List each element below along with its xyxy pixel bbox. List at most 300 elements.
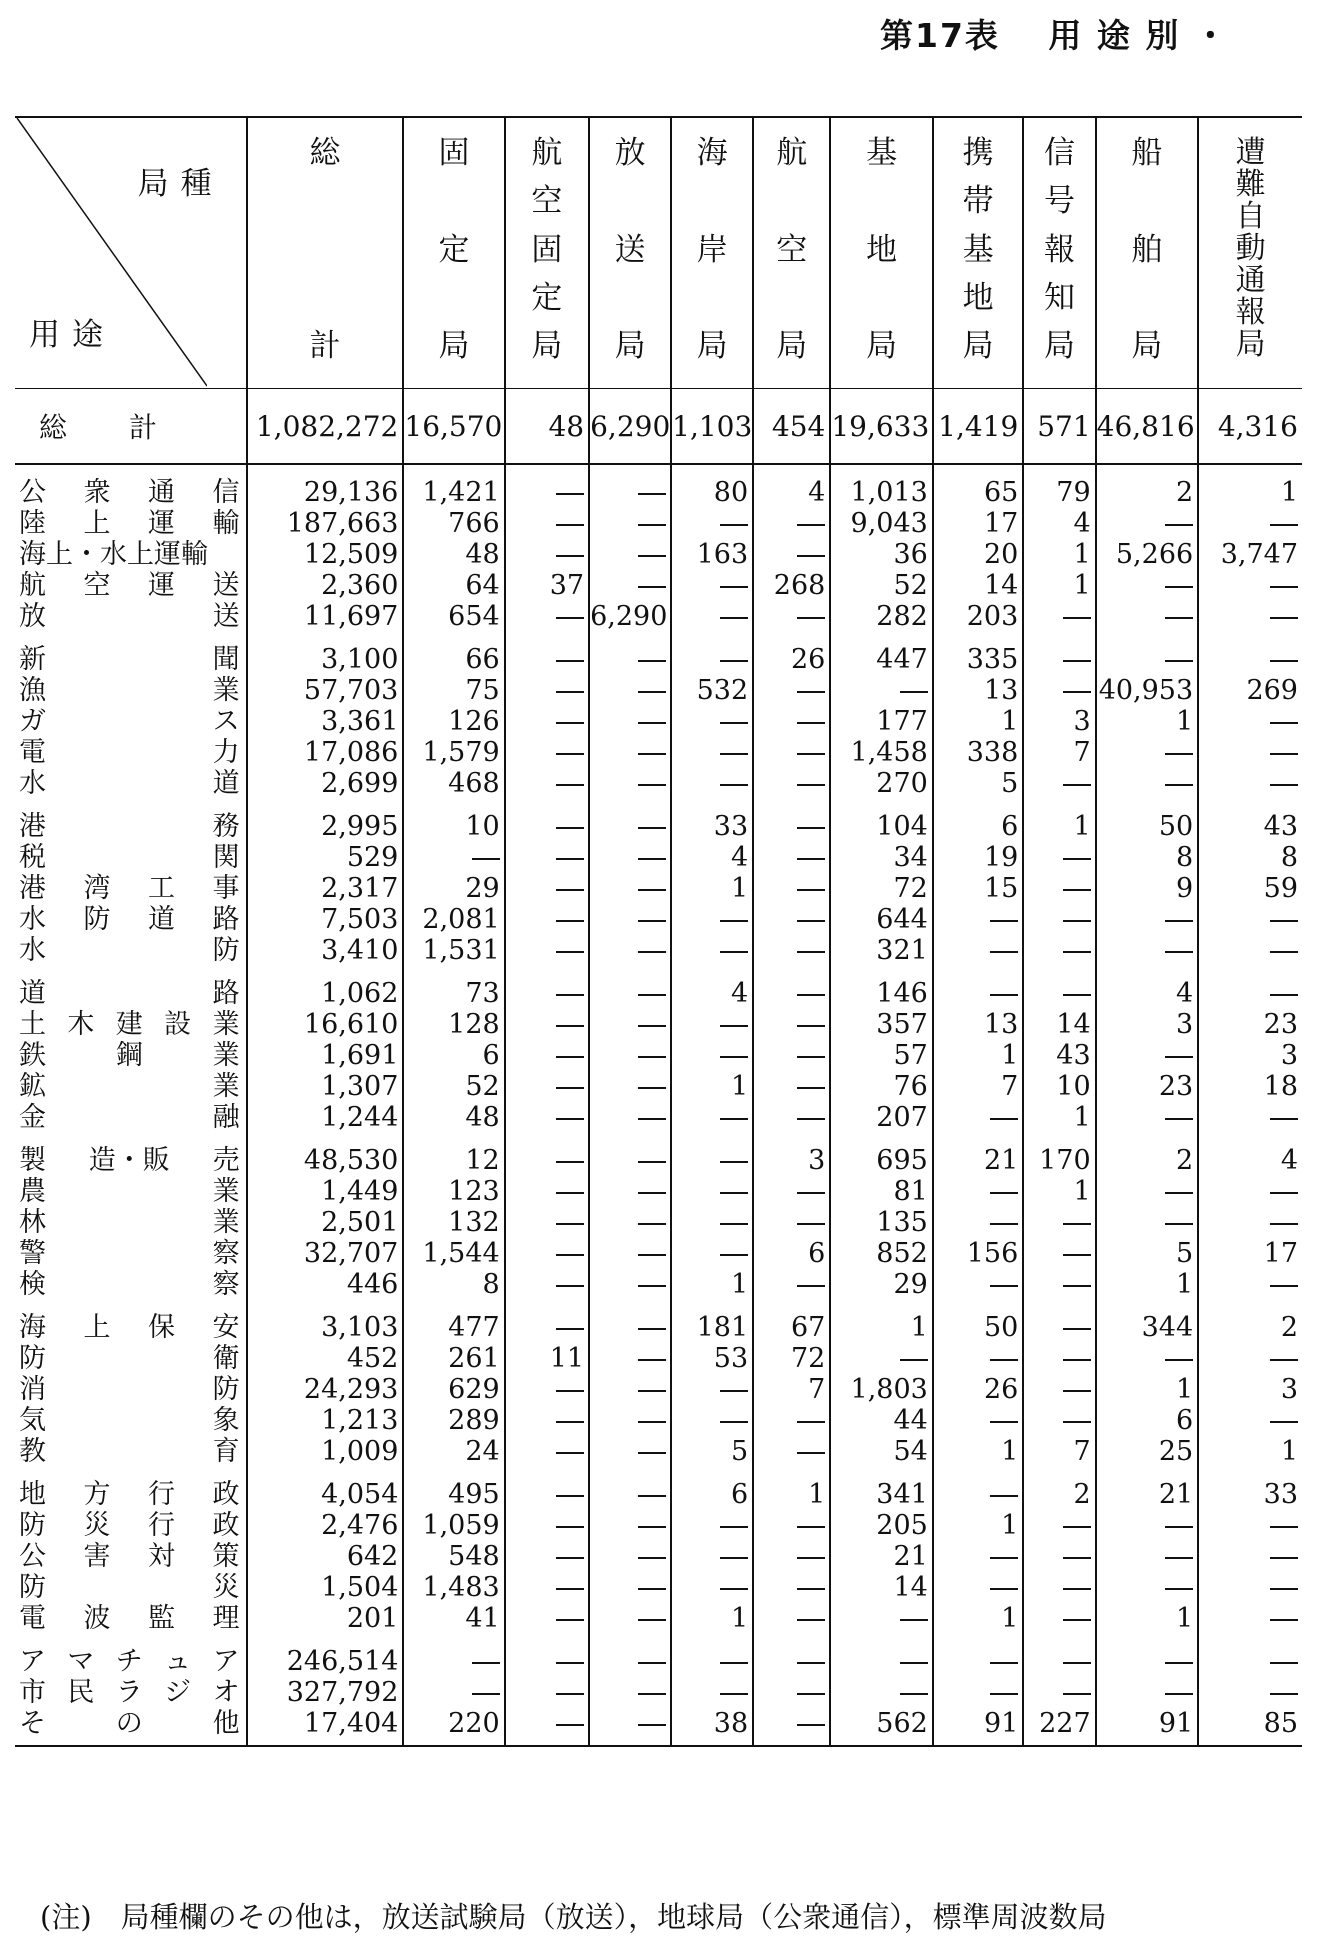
row-label bbox=[15, 1634, 247, 1677]
cell-value: 1,419 bbox=[938, 409, 1019, 443]
cell-value: 270 bbox=[876, 768, 928, 799]
table-cell bbox=[1198, 675, 1302, 706]
table-cell bbox=[671, 1541, 753, 1572]
row-label-char: 政 bbox=[212, 1479, 240, 1510]
table-cell bbox=[933, 1541, 1023, 1572]
table-cell bbox=[830, 1009, 933, 1040]
table-cell bbox=[1198, 873, 1302, 904]
table-cell bbox=[1198, 632, 1302, 675]
table-cell bbox=[830, 570, 933, 601]
table-cell bbox=[1198, 1300, 1302, 1343]
cell-value: 7,503 bbox=[321, 904, 399, 935]
cell-value: 629 bbox=[448, 1374, 500, 1405]
table-cell bbox=[1096, 675, 1199, 706]
table-cell bbox=[247, 1634, 404, 1677]
table-cell bbox=[1198, 570, 1302, 601]
dash-mark bbox=[797, 1285, 825, 1287]
cell-value: 2,699 bbox=[321, 768, 399, 799]
table-cell bbox=[589, 1467, 671, 1510]
table-row bbox=[15, 799, 1302, 842]
cell-value: 2 bbox=[1175, 477, 1194, 508]
cell-value: 3 bbox=[1280, 1374, 1298, 1405]
cell-value: 4 bbox=[730, 978, 749, 1009]
table-cell bbox=[753, 389, 830, 465]
dash-mark bbox=[1063, 920, 1091, 922]
table-cell bbox=[933, 1436, 1023, 1467]
row-label-char: 輸 bbox=[212, 508, 240, 539]
cell-value: 477 bbox=[448, 1312, 500, 1343]
cell-value: 205 bbox=[876, 1510, 928, 1541]
table-cell bbox=[1096, 1176, 1199, 1207]
row-label-char: 衆 bbox=[83, 477, 111, 508]
column-header bbox=[1096, 117, 1199, 389]
row-label bbox=[15, 570, 247, 601]
table-row bbox=[15, 768, 1302, 799]
table-cell bbox=[589, 873, 671, 904]
row-label-char: 建 bbox=[115, 1009, 143, 1040]
header-row bbox=[15, 117, 1302, 389]
table-cell bbox=[671, 1102, 753, 1133]
dash-mark bbox=[556, 1724, 584, 1726]
row-label bbox=[15, 842, 247, 873]
cell-value: 1,458 bbox=[850, 737, 928, 768]
row-label-char: 税 bbox=[19, 842, 46, 873]
table-cell bbox=[933, 1708, 1023, 1746]
cell-value: 1,449 bbox=[321, 1176, 399, 1207]
dash-mark bbox=[990, 1223, 1018, 1225]
table-cell bbox=[671, 1040, 753, 1071]
cell-value: 4 bbox=[730, 842, 749, 873]
table-cell bbox=[505, 1176, 589, 1207]
row-label-char: ア bbox=[19, 1646, 46, 1677]
table-cell bbox=[753, 1009, 830, 1040]
cell-value: 52 bbox=[893, 570, 928, 601]
column-header-char: 送 bbox=[614, 231, 646, 268]
dash-mark bbox=[900, 1693, 928, 1695]
cell-value: 344 bbox=[1141, 1312, 1194, 1343]
table-cell bbox=[403, 1405, 504, 1436]
column-header bbox=[403, 117, 504, 389]
row-label-char: 関 bbox=[212, 842, 240, 873]
table-cell bbox=[830, 1207, 933, 1238]
row-label-char: 農 bbox=[19, 1176, 46, 1207]
cell-value: 21 bbox=[1158, 1479, 1194, 1510]
column-header bbox=[671, 117, 753, 389]
table-cell bbox=[1198, 1071, 1302, 1102]
cell-value: 48 bbox=[465, 539, 500, 570]
table-cell bbox=[247, 632, 404, 675]
dash-mark bbox=[638, 1390, 666, 1392]
row-label-char: 電 bbox=[19, 737, 46, 768]
table-cell bbox=[1096, 799, 1199, 842]
cell-value: 571 bbox=[1037, 409, 1091, 443]
table-cell bbox=[753, 1238, 830, 1269]
table-cell bbox=[505, 737, 589, 768]
table-cell bbox=[933, 632, 1023, 675]
row-label-char: 電 bbox=[19, 1603, 46, 1634]
cell-value: 91 bbox=[1158, 1708, 1194, 1739]
dash-mark bbox=[720, 1557, 748, 1559]
cell-value: 25 bbox=[1158, 1436, 1194, 1467]
table-cell bbox=[403, 737, 504, 768]
table-cell bbox=[933, 1603, 1023, 1634]
table-cell bbox=[753, 1102, 830, 1133]
row-label bbox=[15, 737, 247, 768]
cell-value: 72 bbox=[790, 1343, 826, 1374]
table-cell bbox=[1198, 1374, 1302, 1405]
cell-value: 1,307 bbox=[321, 1071, 399, 1102]
column-header-char: 知 bbox=[1043, 279, 1075, 316]
cell-value: 59 bbox=[1263, 873, 1298, 904]
dash-mark bbox=[556, 889, 584, 891]
table-cell bbox=[505, 1436, 589, 1467]
table-cell bbox=[830, 1572, 933, 1603]
table-cell bbox=[1096, 1541, 1199, 1572]
dash-mark bbox=[1063, 858, 1091, 860]
table-cell bbox=[1096, 1071, 1199, 1102]
cell-value: 52 bbox=[465, 1071, 500, 1102]
cell-value: 1,504 bbox=[321, 1572, 399, 1603]
table-cell bbox=[403, 675, 504, 706]
row-label-char: 監 bbox=[148, 1603, 176, 1634]
row-label-char: 送 bbox=[212, 570, 240, 601]
dash-mark bbox=[797, 1557, 825, 1559]
table-cell bbox=[753, 1133, 830, 1176]
cell-value: 18 bbox=[1263, 1071, 1298, 1102]
table-cell bbox=[830, 737, 933, 768]
dash-mark bbox=[900, 691, 928, 693]
cell-value: 66 bbox=[465, 644, 500, 675]
table-row bbox=[15, 873, 1302, 904]
dash-mark bbox=[1165, 1056, 1193, 1058]
table-cell bbox=[505, 873, 589, 904]
table-cell bbox=[1096, 737, 1199, 768]
table-cell bbox=[589, 1374, 671, 1405]
column-header-char: 局 bbox=[962, 328, 994, 364]
dash-mark bbox=[720, 617, 748, 619]
table-cell bbox=[753, 1207, 830, 1238]
cell-value: 80 bbox=[713, 477, 749, 508]
table-cell bbox=[933, 1071, 1023, 1102]
dash-mark bbox=[720, 660, 748, 662]
table-cell bbox=[671, 1300, 753, 1343]
dash-mark bbox=[1165, 1118, 1193, 1120]
table-cell bbox=[1096, 508, 1199, 539]
row-label bbox=[15, 477, 247, 508]
row-label-char: そ bbox=[19, 1708, 46, 1739]
table-cell bbox=[1023, 477, 1095, 508]
dash-mark bbox=[1270, 1285, 1298, 1287]
dash-mark bbox=[638, 951, 666, 953]
cell-value: 357 bbox=[876, 1009, 928, 1040]
row-label-char: 事 bbox=[212, 873, 240, 904]
dash-mark bbox=[1270, 951, 1298, 953]
cell-value: 29 bbox=[893, 1269, 928, 1300]
dash-mark bbox=[638, 889, 666, 891]
cell-value: 50 bbox=[983, 1312, 1019, 1343]
table-cell bbox=[671, 675, 753, 706]
column-header-char: 局 bbox=[531, 328, 563, 364]
dash-mark bbox=[797, 951, 825, 953]
dash-mark bbox=[720, 524, 748, 526]
table-cell bbox=[505, 1708, 589, 1746]
dash-mark bbox=[900, 1359, 928, 1361]
cell-value: 1,059 bbox=[422, 1510, 500, 1541]
table-cell bbox=[830, 1300, 933, 1343]
column-header-char: 海 bbox=[696, 135, 728, 171]
cell-value: 852 bbox=[876, 1238, 928, 1269]
table-cell bbox=[671, 706, 753, 737]
dash-mark bbox=[797, 617, 825, 619]
dash-mark bbox=[638, 493, 666, 495]
table-cell bbox=[753, 508, 830, 539]
table-cell bbox=[1023, 1269, 1095, 1300]
column-header-char: 地 bbox=[962, 279, 994, 316]
table-cell bbox=[505, 1405, 589, 1436]
dash-mark bbox=[556, 1619, 584, 1621]
table-cell bbox=[1198, 706, 1302, 737]
dash-mark bbox=[472, 1662, 500, 1664]
table-cell bbox=[933, 1176, 1023, 1207]
table-cell bbox=[933, 799, 1023, 842]
column-header bbox=[247, 117, 404, 389]
column-header-char: 局 bbox=[438, 328, 470, 364]
cell-value: 75 bbox=[465, 675, 500, 706]
row-label-char: 警 bbox=[19, 1238, 46, 1269]
table-cell bbox=[1023, 1467, 1095, 1510]
cell-value: 36 bbox=[893, 539, 928, 570]
table-cell bbox=[403, 1269, 504, 1300]
row-label-char: チ bbox=[115, 1646, 143, 1677]
column-header-char: 局 bbox=[614, 328, 646, 364]
dash-mark bbox=[797, 784, 825, 786]
table-row bbox=[15, 706, 1302, 737]
table-row bbox=[15, 1541, 1302, 1572]
table-cell bbox=[247, 1708, 404, 1746]
cell-value: 85 bbox=[1263, 1708, 1298, 1739]
table-cell bbox=[247, 389, 404, 465]
cell-value: 2,317 bbox=[321, 873, 399, 904]
table-cell bbox=[1198, 1572, 1302, 1603]
table-cell bbox=[403, 1634, 504, 1677]
row-label-char: 防 bbox=[19, 1510, 46, 1541]
table-cell bbox=[753, 1677, 830, 1708]
dash-mark bbox=[1063, 1693, 1091, 1695]
table-row bbox=[15, 1572, 1302, 1603]
table-cell bbox=[671, 1071, 753, 1102]
table-cell bbox=[933, 1009, 1023, 1040]
table-cell bbox=[403, 632, 504, 675]
table-cell bbox=[1198, 768, 1302, 799]
row-label bbox=[15, 1603, 247, 1634]
table-cell bbox=[753, 632, 830, 675]
column-header-char: 号 bbox=[1043, 183, 1075, 220]
table-cell bbox=[247, 1343, 404, 1374]
cell-value: 41 bbox=[465, 1603, 500, 1634]
cell-value: 11 bbox=[549, 1343, 585, 1374]
dash-mark bbox=[797, 1421, 825, 1423]
row-label-char: 林 bbox=[19, 1207, 46, 1238]
dash-mark bbox=[638, 920, 666, 922]
cell-value: 1,009 bbox=[321, 1436, 399, 1467]
cell-value: 24 bbox=[465, 1436, 500, 1467]
row-label-char: 業 bbox=[212, 1040, 240, 1071]
table-cell bbox=[589, 1634, 671, 1677]
row-label-char: 公 bbox=[19, 1541, 46, 1572]
dash-mark bbox=[1270, 617, 1298, 619]
column-header-char: 放 bbox=[614, 135, 646, 171]
table-cell bbox=[1023, 768, 1095, 799]
table-cell bbox=[589, 1343, 671, 1374]
table-cell bbox=[1023, 601, 1095, 632]
row-label bbox=[15, 1374, 247, 1405]
table-row bbox=[15, 1677, 1302, 1708]
dash-mark bbox=[472, 1693, 500, 1695]
dash-mark bbox=[1270, 994, 1298, 996]
dash-mark bbox=[1165, 1557, 1193, 1559]
table-cell bbox=[403, 477, 504, 508]
table-cell bbox=[1096, 1102, 1199, 1133]
dash-mark bbox=[638, 555, 666, 557]
table-cell bbox=[933, 1405, 1023, 1436]
table-cell bbox=[505, 935, 589, 966]
cell-value: 14 bbox=[1056, 1009, 1091, 1040]
table-cell bbox=[1198, 1603, 1302, 1634]
cell-value: 220 bbox=[448, 1708, 500, 1739]
table-cell bbox=[671, 904, 753, 935]
dash-mark bbox=[556, 524, 584, 526]
row-label-char: 鉱 bbox=[19, 1071, 46, 1102]
dash-mark bbox=[797, 920, 825, 922]
table-cell bbox=[589, 1238, 671, 1269]
dash-mark bbox=[638, 1588, 666, 1590]
table-cell bbox=[1198, 1467, 1302, 1510]
column-header-char: 総 bbox=[309, 135, 341, 171]
dash-mark bbox=[1165, 617, 1193, 619]
dash-mark bbox=[556, 660, 584, 662]
cell-value: 2,501 bbox=[321, 1207, 399, 1238]
dash-mark bbox=[1063, 951, 1091, 953]
table-cell bbox=[589, 799, 671, 842]
table-cell bbox=[1023, 1102, 1095, 1133]
table-cell bbox=[589, 1603, 671, 1634]
table-row bbox=[15, 1207, 1302, 1238]
row-label-char: 上 bbox=[83, 508, 111, 539]
row-label-char: 海上・水上運輸 bbox=[19, 539, 208, 570]
dash-mark bbox=[556, 1693, 584, 1695]
dash-mark bbox=[638, 753, 666, 755]
table-cell bbox=[505, 1009, 589, 1040]
table-cell bbox=[505, 675, 589, 706]
table-cell bbox=[933, 389, 1023, 465]
table-cell bbox=[933, 1300, 1023, 1343]
row-label bbox=[15, 1102, 247, 1133]
table-cell bbox=[505, 508, 589, 539]
table-cell bbox=[589, 1708, 671, 1746]
column-header-char bbox=[320, 202, 330, 233]
table-cell bbox=[1198, 1238, 1302, 1269]
dash-mark bbox=[556, 1161, 584, 1163]
dash-mark bbox=[990, 920, 1018, 922]
table-cell bbox=[1198, 1436, 1302, 1467]
row-label-char: 業 bbox=[212, 1071, 240, 1102]
table-cell bbox=[753, 1467, 830, 1510]
table-cell bbox=[753, 1071, 830, 1102]
table-cell bbox=[403, 799, 504, 842]
cell-value: 1,213 bbox=[321, 1405, 399, 1436]
cell-value: 37 bbox=[549, 570, 585, 601]
table-row bbox=[15, 1238, 1302, 1269]
dash-mark bbox=[720, 1588, 748, 1590]
table-cell bbox=[753, 1541, 830, 1572]
cell-value: 1 bbox=[1073, 539, 1091, 570]
table-cell bbox=[933, 675, 1023, 706]
table-cell bbox=[1096, 904, 1199, 935]
column-header-char: 岸 bbox=[696, 231, 728, 268]
cell-value: 6 bbox=[730, 1479, 749, 1510]
dash-mark bbox=[1165, 784, 1193, 786]
dash-mark bbox=[1063, 660, 1091, 662]
table-cell bbox=[589, 706, 671, 737]
row-label-char: ジ bbox=[164, 1677, 192, 1708]
column-header bbox=[505, 117, 589, 389]
column-header bbox=[933, 117, 1023, 389]
table-cell bbox=[505, 1071, 589, 1102]
table-cell bbox=[1198, 1510, 1302, 1541]
table-cell bbox=[505, 904, 589, 935]
table-cell bbox=[753, 1572, 830, 1603]
table-cell bbox=[505, 1572, 589, 1603]
dash-mark bbox=[1165, 951, 1193, 953]
table-cell bbox=[403, 570, 504, 601]
dash-mark bbox=[1165, 1192, 1193, 1194]
row-label-char: 検 bbox=[19, 1269, 46, 1300]
cell-value: 4,054 bbox=[321, 1479, 399, 1510]
dash-mark bbox=[1165, 753, 1193, 755]
dash-mark bbox=[797, 1192, 825, 1194]
table-cell bbox=[671, 1510, 753, 1541]
dash-mark bbox=[900, 1662, 928, 1664]
dash-mark bbox=[797, 889, 825, 891]
dash-mark bbox=[1270, 660, 1298, 662]
data-table bbox=[15, 116, 1302, 1747]
table-cell bbox=[753, 1300, 830, 1343]
cell-value: 135 bbox=[876, 1207, 928, 1238]
dash-mark bbox=[720, 784, 748, 786]
cell-value: 1,244 bbox=[321, 1102, 399, 1133]
dash-mark bbox=[556, 784, 584, 786]
table-cell bbox=[830, 1467, 933, 1510]
dash-mark bbox=[1165, 1359, 1193, 1361]
table-cell bbox=[1023, 1677, 1095, 1708]
table-cell bbox=[1198, 1176, 1302, 1207]
row-label-char: 災 bbox=[212, 1572, 240, 1603]
table-cell bbox=[403, 1343, 504, 1374]
table-cell bbox=[830, 706, 933, 737]
table-cell bbox=[403, 1374, 504, 1405]
table-row bbox=[15, 1071, 1302, 1102]
table-cell bbox=[1096, 1300, 1199, 1343]
dash-mark bbox=[1063, 1619, 1091, 1621]
row-label-char: 防 bbox=[19, 1572, 46, 1603]
cell-value: 57,703 bbox=[303, 675, 399, 706]
table-cell bbox=[1096, 1510, 1199, 1541]
row-label-char: 運 bbox=[148, 508, 176, 539]
table-cell bbox=[753, 1269, 830, 1300]
table-cell bbox=[589, 1102, 671, 1133]
cell-value: 65 bbox=[983, 477, 1019, 508]
row-label bbox=[15, 601, 247, 632]
